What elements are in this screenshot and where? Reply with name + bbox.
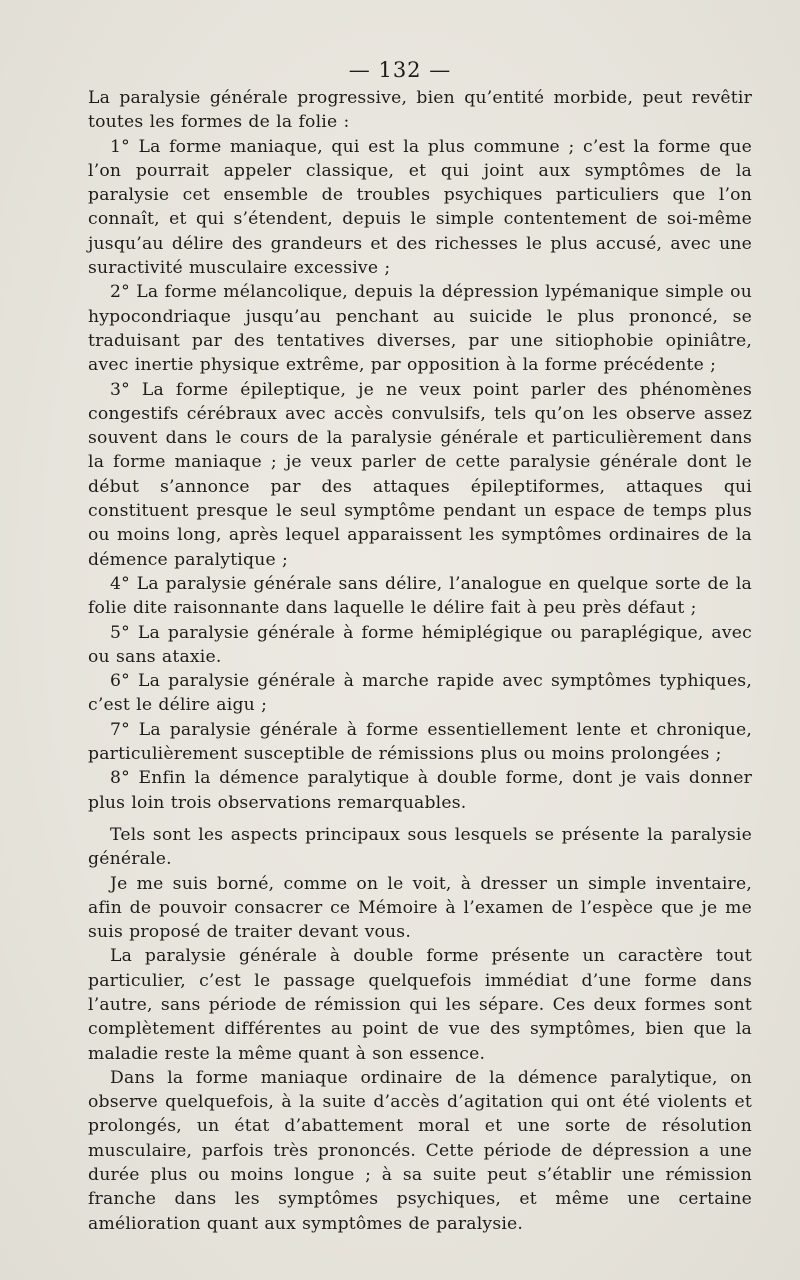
body-text xyxy=(88,86,752,1236)
paragraph-form-4: 4° La paralysie générale sans délire, l’analogue en quelque sorte de la folie dite raisonnante dans laquelle le délire fait à peu près défaut ; xyxy=(88,573,752,619)
paragraph-form-1: 1° La forme maniaque, qui est la plus commune ; c’est la forme que l’on pourrait appeler classique, et qui joint aux symptômes de la paralysie cet ensemble de troubles psychiques particuliers que l’on connaît, et qui s’étendent, depuis le simple contentement de soi-même jusqu’au délire des grandeurs et des richesses le plus accusé, avec une suractivité musculaire excessive ; xyxy=(88,136,752,279)
paragraph-summary: Tels sont les aspects principaux sous lesquels se présente la paralysie générale. xyxy=(88,824,752,870)
paragraph-form-6: 6° La paralysie générale à marche rapide avec symptômes typhiques, c’est le délire aigu ; xyxy=(88,671,752,716)
page-number-header: — 132 — xyxy=(348,58,452,82)
paragraph-form-8: 8° Enfin la démence paralytique à double forme, dont je vais donner plus loin trois observations remarquables. xyxy=(88,768,752,813)
paragraph-intro: La paralysie générale progressive, bien qu’entité morbide, peut revêtir toutes les formes de la folie : xyxy=(88,88,752,133)
paragraph-inventory: Je me suis borné, comme on le voit, à dresser un simple inventaire, afin de pouvoir consacrer ce Mémoire à l’examen de l’espèce que je me suis proposé de traiter devant vous. xyxy=(88,873,752,943)
paragraph-maniac-form: Dans la forme maniaque ordinaire de la démence paralytique, on observe quelquefois, à la suite d’accès d’agitation qui ont été violents et prolongés, un état d’abattement moral et une sorte de résolution musculaire, parfois très prononcés. Cette période de dépression a une durée plus ou moins longue ; à sa suite peut s’établir une rémission franche dans les symptômes psychiques, et même une certaine amélioration quant aux symptômes de paralysie. xyxy=(88,1067,752,1234)
paragraph-form-5: 5° La paralysie générale à forme hémiplégique ou paraplégique, avec ou sans ataxie. xyxy=(88,622,752,667)
paragraph-form-7: 7° La paralysie générale à forme essentiellement lente et chronique, particulièrement susceptible de rémissions plus ou moins prolongées ; xyxy=(88,719,752,765)
paragraph-double-form: La paralysie générale à double forme présente un caractère tout particulier, c’est le passage quelquefois immédiat d’une forme dans l’autre, sans période de rémission qui les sépare. Ces deux formes sont complètement différentes au point de vue des symptômes, bien que la maladie reste la même quant à son essence. xyxy=(88,946,752,1064)
paragraph-form-3: 3° La forme épileptique, je ne veux point parler des phénomènes congestifs cérébraux avec accès convulsifs, tels qu’on les observe assez souvent dans le cours de la paralysie générale et particulièrement dans la forme maniaque ; je veux parler de cette paralysie générale dont le début s’annonce par des attaques épileptiformes, attaques qui constituent presque le seul symptôme pendant un espace de temps plus ou moins long, après lequel apparaissent les symptômes ordinaires de la démence paralytique ; xyxy=(88,379,752,570)
paragraph-form-2: 2° La forme mélancolique, depuis la dépression lypémanique simple ou hypocondriaque jusqu’au penchant au suicide le plus prononcé, se traduisant par des tentatives diverses, par une sitiophobie opiniâtre, avec inertie physique extrême, par opposition à la forme précédente ; xyxy=(88,282,752,376)
